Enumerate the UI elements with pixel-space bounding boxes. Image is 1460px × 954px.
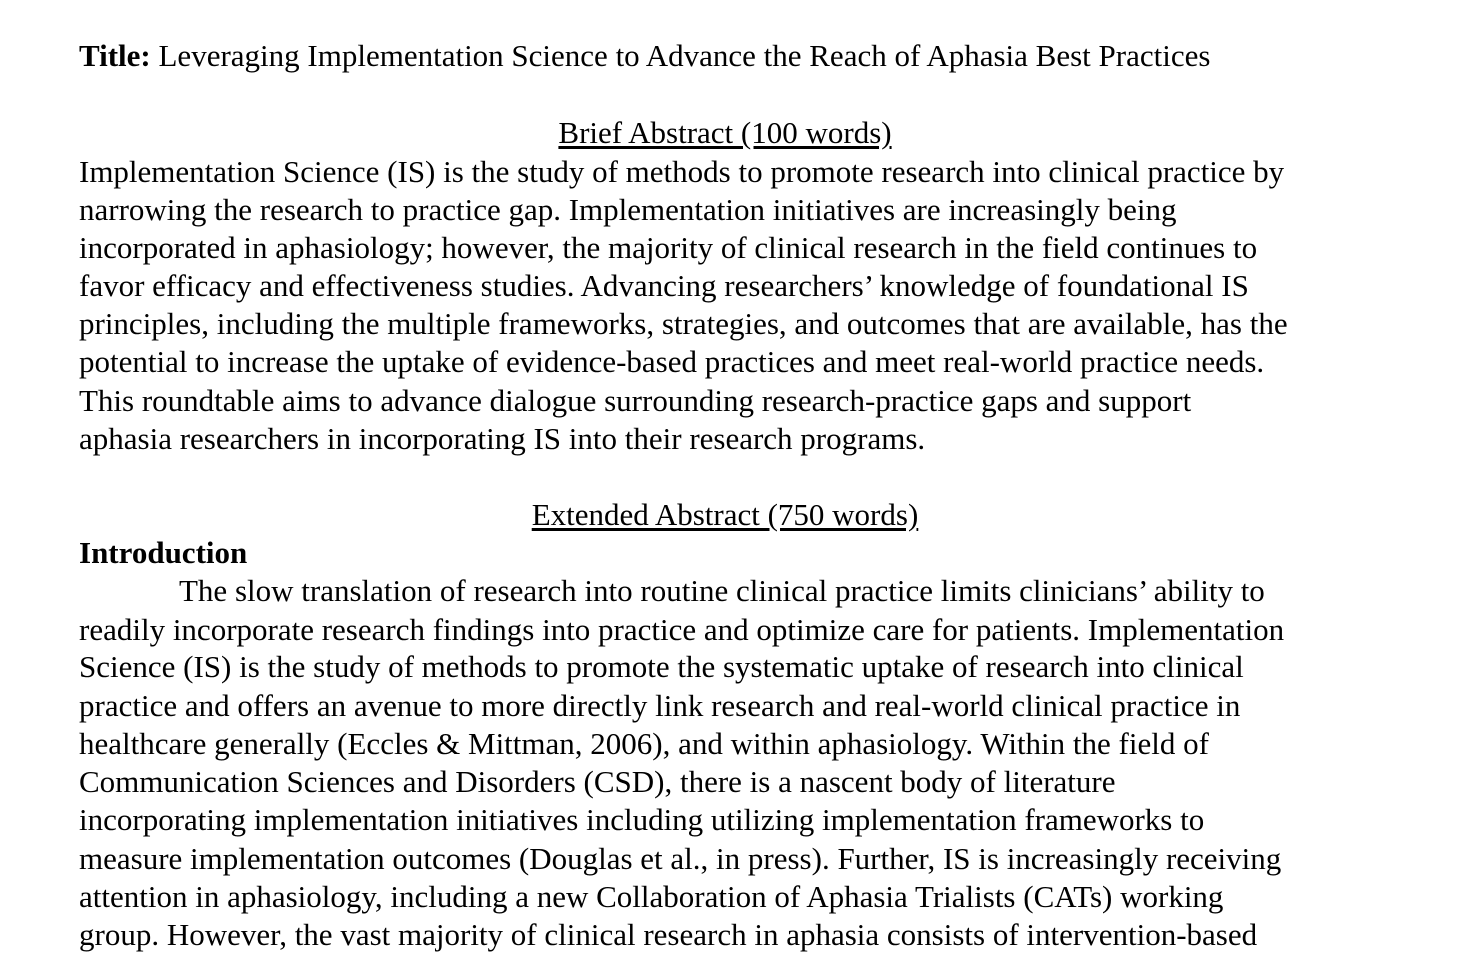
intro-line: The slow translation of research into routine clinical practice limits clinicians’ ability to	[179, 573, 1265, 608]
brief-line: This roundtable aims to advance dialogue surrounding research-practice gaps and support	[79, 383, 1192, 418]
brief-line: incorporated in aphasiology; however, the majority of clinical research in the field continues to	[79, 230, 1258, 265]
brief-line: Implementation Science (IS) is the study of methods to promote research into clinical practice by	[79, 154, 1285, 189]
brief-line: narrowing the research to practice gap. Implementation initiatives are increasingly being	[79, 192, 1177, 227]
brief-line: aphasia researchers in incorporating IS into their research programs.	[79, 421, 926, 456]
brief-abstract-heading: Brief Abstract (100 words)	[558, 115, 892, 150]
intro-line: attention in aphasiology, including a new Collaboration of Aphasia Trialists (CATs) working	[79, 879, 1224, 914]
intro-line: incorporating implementation initiatives including utilizing implementation frameworks to	[79, 802, 1205, 837]
intro-line: practice and offers an avenue to more directly link research and real-world clinical practice in	[79, 688, 1241, 723]
introduction-heading: Introduction	[79, 535, 248, 570]
document-title	[79, 37, 1210, 75]
intro-line: healthcare generally (Eccles & Mittman, 2006), and within aphasiology. Within the field of	[79, 726, 1209, 761]
title-label: Title:	[79, 38, 151, 73]
title-text: Leveraging Implementation Science to Advance the Reach of Aphasia Best Practices	[150, 38, 1211, 73]
brief-line: principles, including the multiple frameworks, strategies, and outcomes that are available, has the	[79, 306, 1288, 341]
intro-line: Science (IS) is the study of methods to promote the systematic uptake of research into clinical	[79, 649, 1244, 684]
intro-line: measure implementation outcomes (Douglas et al., in press). Further, IS is increasingly receiving	[79, 841, 1282, 876]
intro-line: Communication Sciences and Disorders (CSD), there is a nascent body of literature	[79, 764, 1116, 799]
extended-abstract-heading: Extended Abstract (750 words)	[531, 497, 919, 532]
intro-line: group. However, the vast majority of clinical research in aphasia consists of intervention-based	[79, 917, 1258, 952]
intro-line: readily incorporate research findings into practice and optimize care for patients. Implementation	[79, 612, 1285, 647]
brief-line: potential to increase the uptake of evidence-based practices and meet real-world practice needs.	[79, 344, 1265, 379]
brief-line: favor efficacy and effectiveness studies. Advancing researchers’ knowledge of foundational IS	[79, 268, 1249, 303]
